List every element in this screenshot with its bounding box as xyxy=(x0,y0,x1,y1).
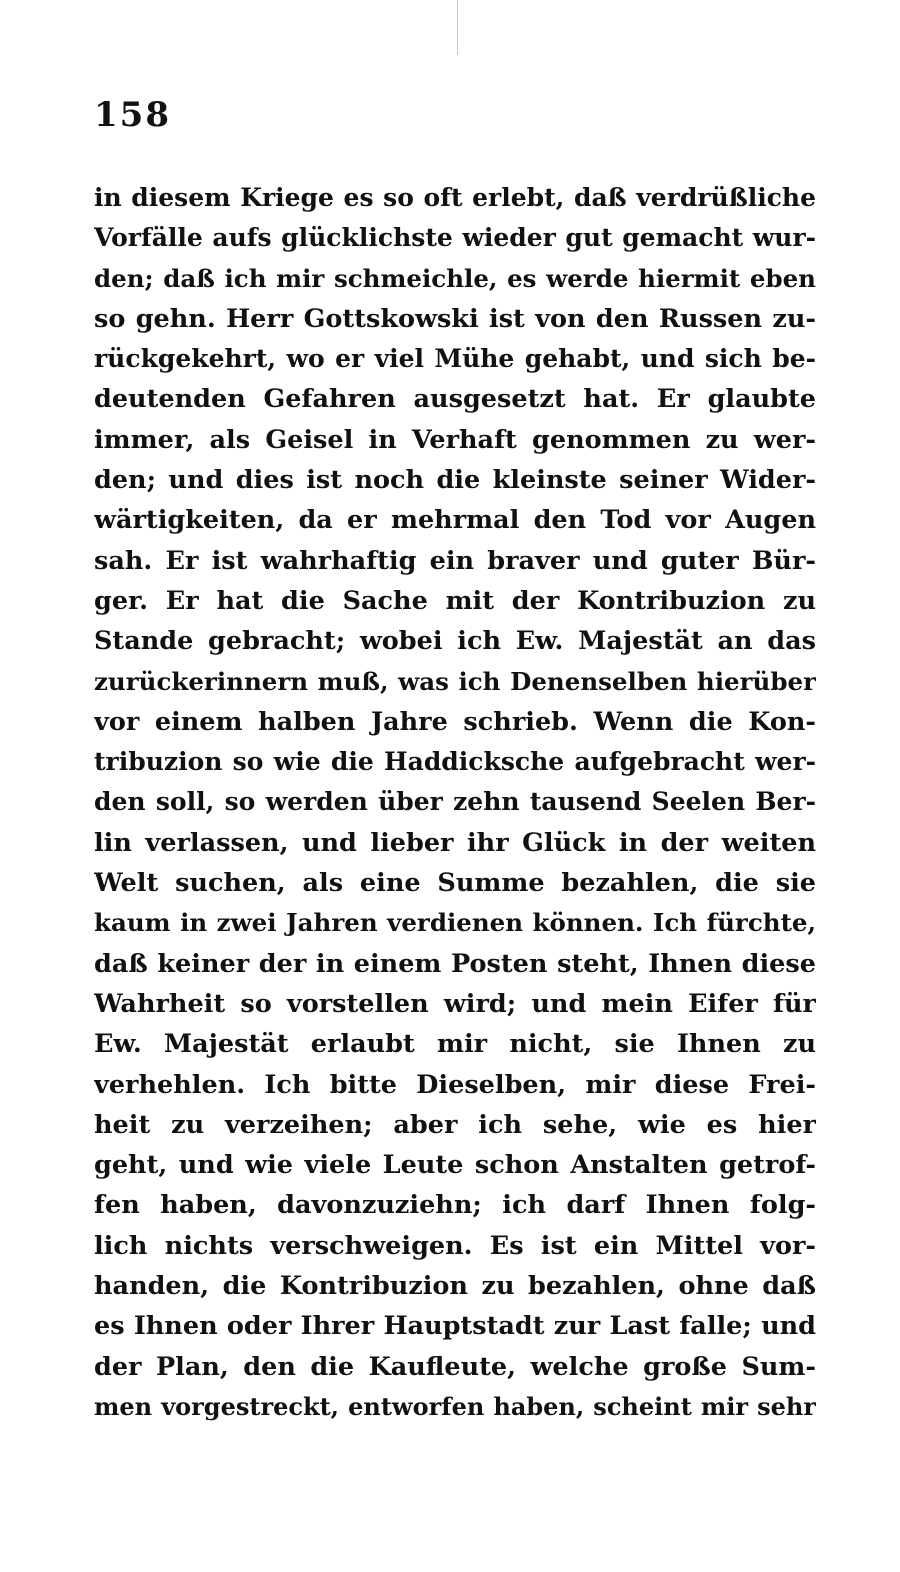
text-line: wärtigkeiten, da er mehrmal den Tod vor Augen xyxy=(94,505,816,536)
text-line: ger. Er hat die Sache mit der Kontribuzion zu xyxy=(94,585,816,616)
text-line: vor einem halben Jahre schrieb. Wenn die Kon- xyxy=(94,706,816,737)
gutter-line xyxy=(457,0,458,55)
text-line: kaum in zwei Jahren verdienen können. Ich fürchte, xyxy=(94,908,816,938)
text-line: deutenden Gefahren ausgesetzt hat. Er glaubte xyxy=(94,384,816,415)
text-line: Vorfälle aufs glücklichste wieder gut gemacht wur- xyxy=(94,223,816,253)
page-number: 158 xyxy=(94,95,171,135)
text-line: es Ihnen oder Ihrer Hauptstadt zur Last falle; und xyxy=(94,1311,816,1342)
text-line: Welt suchen, als eine Summe bezahlen, die sie xyxy=(94,868,816,899)
text-line: heit zu verzeihen; aber ich sehe, wie es hier xyxy=(94,1109,816,1140)
text-line: rückgekehrt, wo er viel Mühe gehabt, und sich be- xyxy=(94,344,816,374)
text-line: den; daß ich mir schmeichle, es werde hiermit eben xyxy=(94,263,816,293)
text-line: daß keiner der in einem Posten steht, Ihnen diese xyxy=(94,948,816,979)
text-line: handen, die Kontribuzion zu bezahlen, ohne daß xyxy=(94,1271,816,1302)
text-line: men vorgestreckt, entworfen haben, scheint mir sehr xyxy=(94,1391,816,1421)
text-line: Stande gebracht; wobei ich Ew. Majestät an das xyxy=(94,626,816,657)
text-line: immer, als Geisel in Verhaft genommen zu wer- xyxy=(94,424,816,455)
text-line: zurückerinnern muß, was ich Denenselben hierüber xyxy=(94,666,816,696)
text-line: Ew. Majestät erlaubt mir nicht, sie Ihnen zu xyxy=(94,1029,816,1060)
text-line: in diesem Kriege es so oft erlebt, daß verdrüßliche xyxy=(94,183,816,212)
text-line: der Plan, den die Kaufleute, welche große Sum- xyxy=(94,1351,816,1382)
text-line: Wahrheit so vorstellen wird; und mein Eifer für xyxy=(94,988,816,1019)
text-line: lin verlassen, und lieber ihr Glück in der weiten xyxy=(94,827,816,858)
text-line: sah. Er ist wahrhaftig ein braver und guter Bür- xyxy=(94,545,816,576)
text-line: lich nichts verschweigen. Es ist ein Mittel vor- xyxy=(94,1230,816,1261)
text-line: geht, und wie viele Leute schon Anstalten getrof- xyxy=(94,1150,816,1181)
body-text xyxy=(94,178,816,1427)
text-line: den soll, so werden über zehn tausend Seelen Ber- xyxy=(94,787,816,817)
text-line: den; und dies ist noch die kleinste seiner Wider- xyxy=(94,465,816,496)
text-line: verhehlen. Ich bitte Dieselben, mir diese Frei- xyxy=(94,1069,816,1100)
text-line: fen haben, davonzuziehn; ich darf Ihnen folg- xyxy=(94,1190,816,1221)
text-line: so gehn. Herr Gottskowski ist von den Russen zu- xyxy=(94,303,816,334)
text-line: tribuzion so wie die Haddicksche aufgebracht wer- xyxy=(94,747,816,777)
